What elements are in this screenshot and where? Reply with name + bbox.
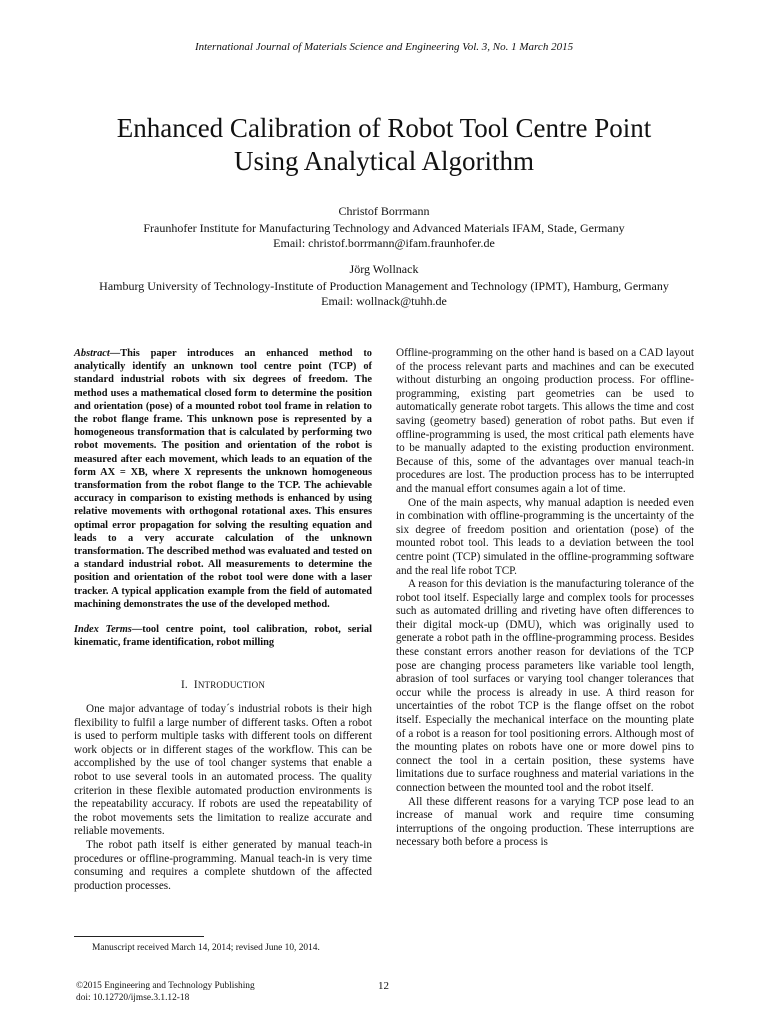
index-terms <box>74 623 372 649</box>
author-email: Email: wollnack@tuhh.de <box>321 294 447 308</box>
author-email: Email: christof.borrmann@ifam.fraunhofer.de <box>273 236 495 250</box>
section-heading-introduction <box>74 679 372 693</box>
abstract-lead: Abstract <box>74 348 110 359</box>
body-paragraph: All these different reasons for a varying TCP pose lead to an increase of manual work and require time consuming interruptions of the ongoing production. These interruptions are necessary both before a process is <box>396 795 694 849</box>
section-number: I. <box>180 679 188 692</box>
index-terms-lead: Index Terms <box>74 624 132 636</box>
abstract <box>74 347 372 611</box>
journal-header: International Journal of Materials Science and Engineering Vol. 3, No. 1 March 2015 <box>194 41 574 53</box>
footer-publisher <box>76 980 255 1004</box>
section-title-rest: NTRODUCTION <box>197 680 266 691</box>
author-name: Christof Borrmann <box>338 204 430 218</box>
author-block-1 <box>0 204 768 251</box>
section-first-letter: I <box>193 679 198 692</box>
footnote-rule <box>74 936 204 937</box>
footnote: Manuscript received March 14, 2014; revised June 10, 2014. <box>92 943 320 953</box>
body-paragraph: A reason for this deviation is the manufacturing tolerance of the robot tool itself. Especially large and complex tools for processes such as automated drilling and riveting have often differences to their digital mock-up (DMU), which was originally used to generate a robot path in the offline-programming process. Besides these constant errors another reason for deviations of the TCP pose are changing process parameters like variable tool length, abrasion of tool surfaces or varying tool changer tolerances that occur while the process is already in use. A third reason for uncertainties of the robot TCP is the flange offset on the robot itself. Especially the mechanical interface on the mounting plate of a robot is a reason for tool positioning errors. Although most of the mounting plates on robots have one or more dowel pins to connect the tool in a certain position, these systems have limitations due to surface roughness and material variations in the connection between the mounted tool and the robot itself. <box>396 578 694 794</box>
author-affiliation: Hamburg University of Technology-Institute of Production Management and Technology (IPMT), Hamburg, Germany <box>99 279 669 293</box>
abstract-text: —This paper introduces an enhanced method to analytically identify an unknown tool centre point (TCP) of standard industrial robots with six degrees of freedom. The method uses a mathematical closed form to determine the position and orientation (pose) of a mounted robot tool frame in relation to the robot flange frame. This unknown pose is represented by a homogeneous transformation that is calculated by performing two robot movements. The position and orientation of the robot is measured after each movement, which leads to an equation of the form AX = XB, where X represents the unknown homogeneous transformation from the robot flange to the TCP. The achievable accuracy in comparison to existing methods is enhanced by using relative movements with orthogonal rotational axes. This ensures optimal error propagation for solving the resulting equation and leads to a very accurate calculation of the unknown transformation. The described method was evaluated and tested on a standard industrial robot. All measurements to determine the position and orientation of the robot tool were done with a laser tracker. A typical application example from the field of automated machining demonstrates the use of the developed method. <box>74 348 372 610</box>
doi: doi: 10.12720/ijmse.3.1.12-18 <box>76 993 190 1003</box>
paper-title <box>40 112 728 178</box>
author-affiliation: Fraunhofer Institute for Manufacturing Technology and Advanced Materials IFAM, Stade, Germany <box>143 221 625 235</box>
body-paragraph: One of the main aspects, why manual adaption is needed even in combination with offline-programming is the uncertainty of the six degree of freedom position and orientation (pose) of the mounted robot tool. This leads to a deviation between the tool centre point (TCP) simulated in the offline-programming software and the real life robot TCP. <box>396 496 694 577</box>
body-paragraph: Offline-programming on the other hand is based on a CAD layout of the process relevant parts and machines and can be executed without disturbing an ongoing production process. For offline-programming, existing part geometries can be used to automatically generate robot targets. This allows the time and cost saving (geometry based) generation of robot paths. But even if offline-programming is used, the most critical path elements have to be manually adapted to the existing production environment. Because of this, some of the advantages over manual teach-in procedures are lost. The production process has to be interrupted and the manual effort consumes again a lot of time. <box>396 347 694 495</box>
author-name: Jörg Wollnack <box>349 262 419 276</box>
body-paragraph: The robot path itself is either generated by manual teach-in procedures or offline-programming. Manual teach-in is very time consuming and requires a complete shutdown of the affected production processes. <box>74 839 372 892</box>
title-line-2: Using Analytical Algorithm <box>234 146 534 176</box>
index-terms-text: —tool centre point, tool calibration, robot, serial kinematic, frame identification, robot milling <box>74 624 372 649</box>
author-block-2 <box>0 262 768 309</box>
left-column <box>74 347 372 893</box>
body-paragraph: One major advantage of today´s industrial robots is their high flexibility to fulfil a large number of different tasks. Often a robot is used to perform multiple tasks with different tools on different work objects or in different stages of the workflow. This can be accomplished by the use of tool changer systems that enable a robot to use several tools in an automated process. The quality criterion in these flexible automated production environments is the repeatability accuracy. If robots are used the repeatability of the robot movements sets the limitation to realize accurate and reliable movements. <box>74 703 372 838</box>
title-line-1: Enhanced Calibration of Robot Tool Centre Point <box>116 113 652 143</box>
copyright-notice: ©2015 Engineering and Technology Publishing <box>76 981 255 991</box>
right-column <box>396 347 694 850</box>
page-number: 12 <box>378 980 389 992</box>
